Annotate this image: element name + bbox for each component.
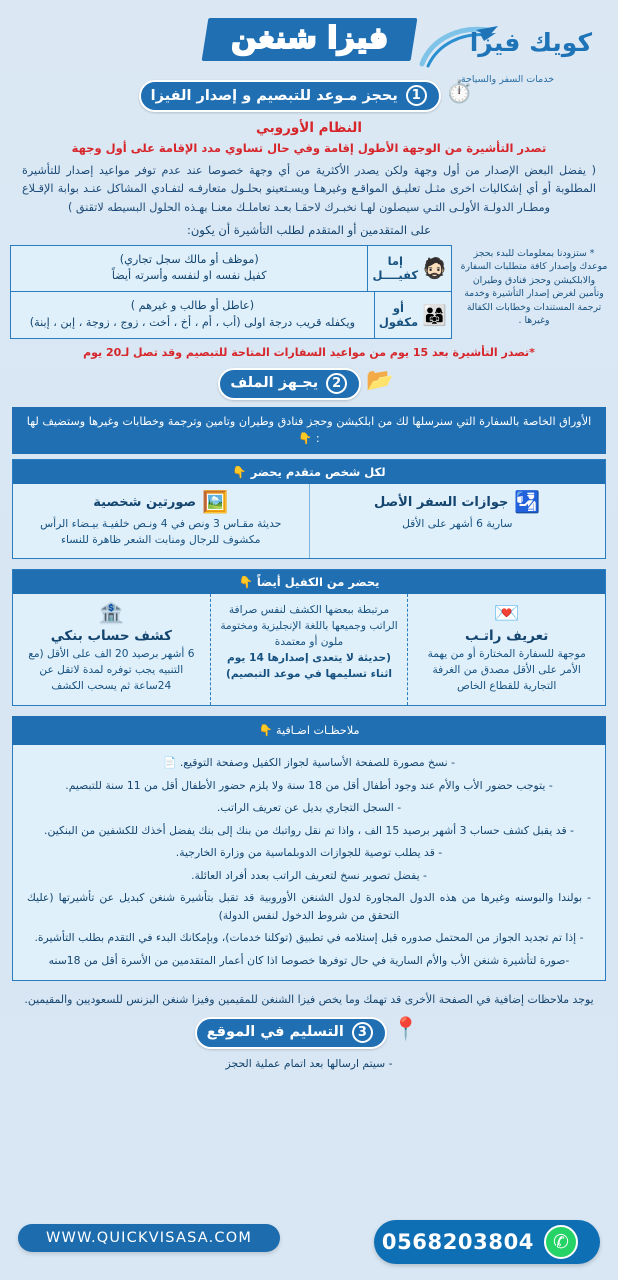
step-3-label: التسليم في الموقع <box>206 1024 344 1041</box>
documents-intro-bar: الأوراق الخاصة بالسفارة التي سنرسلها لك من ابلكيشن وحجز فنادق وطيران وتامين وترجمة وخطابات وغيرها وستضيف لها : 👇 <box>12 407 606 454</box>
title-text: فيزا شنغن <box>230 21 388 56</box>
step-3-number: 3 <box>352 1022 373 1043</box>
note-item: - يفضل تصوير نسخ لتعريف الراتب بعدد أفراد العائلة. <box>191 868 427 882</box>
logo-wordmark: كويك فيزا <box>469 28 592 57</box>
row-line-1: (موظف أو مالك سجل تجاري) <box>119 252 259 266</box>
eu-paragraph: ( يفضل البعض الإصدار من أول وجهة ولكن يصدر الأكثرية من أي وجهة خصوصا عند عدم توفر مواعيد إصدار للتأشيرة المطلوبة أو أي إشكاليات اخرى مثـل تعليـق المواقـع وغيرهـا ويسـتعينو بحلـول متعارفـه لتفـادي المشاكل عنـد بوابة الإقـلاع ومطـار الدولـة الأولـى التـي سيصلون لهـا نخبـرك لاحقـا بعـد تعاملـك معنـا بهـذه الحلول البسيطه لاتقنق ) <box>22 164 596 214</box>
visa-issue-red-note: *تصدر التأشيرة بعد 15 يوم من مواعيد السفارات المتاحة للتبصيم وقد تصل لـ20 يوم <box>83 345 535 359</box>
step-1-pill <box>139 80 441 112</box>
step-1-number: 1 <box>406 85 427 106</box>
requirement-title: صورتين شخصية <box>93 494 197 510</box>
note-item: - يتوجب حضور الأب والأم عند وجود أطفال أقل من 18 سنة ولا يلزم حضور الأطفال أقل من 11 سنة للتبصيم. <box>65 778 553 792</box>
photo-id-icon: 🖼️ <box>202 489 229 514</box>
map-pin-icon: 📍 <box>391 1016 420 1042</box>
header <box>0 0 618 118</box>
sponsor-item-title: تعريف راتـب <box>465 628 549 645</box>
title-band <box>201 18 417 61</box>
applicant-table-zone <box>0 237 618 339</box>
logo-subtitle: خدمات السفر والسياحة <box>460 74 555 85</box>
requirement-photos <box>13 484 310 559</box>
sponsor-item-body: موجهة للسفارة المختارة أو من يهمة الأمر على الأقل مصدق من الغرفة التجارية للقطاع الخاص <box>427 648 586 692</box>
notes-box <box>12 745 606 981</box>
sponsor-salary-certificate <box>408 594 605 705</box>
table-row <box>11 291 451 338</box>
sponsor-item-body: 6 أشهر برصيد 20 الف على الأقل (مع التنبيه يجب توفره لمدة لاتقل عن 24ساعة ثم يسحب الكشف <box>28 648 195 692</box>
family-icon: 👨‍👩‍👧 <box>422 303 447 328</box>
sponsor-panel <box>12 569 606 706</box>
per-applicant-panel <box>12 459 606 560</box>
stopwatch-icon: ⏱️ <box>445 80 474 105</box>
note-item: - نسخ مصورة للصفحة الأساسية لجواز الكفيل وصفحة التوقيع. 📄 <box>163 756 455 770</box>
sponsor-columns <box>13 594 605 705</box>
note-item: -صورة لتأشيرة شنغن الأب والأم السارية في حال توفرها خصوصا اذا كان أعمار المتقدمين من الأسرة أقل من 18سنه <box>48 953 570 967</box>
sponsor-middle-body: مرتبطة ببعضها الكشف لنفس صرافة الراتب وجميعها باللغة الإنجليزية ومختومة ملون أو معتمدة <box>220 604 398 649</box>
per-applicant-panel-head: لكل شخص متقدم يحضر 👇 <box>13 460 605 484</box>
row-content-dependent <box>11 292 374 338</box>
table-row <box>11 246 451 292</box>
row-line-2: كفيل نفسه او لنفسه وأسرته أيضاً <box>111 269 267 283</box>
requirement-body: سارية 6 أشهر على الأقل <box>402 516 513 530</box>
footer <box>0 1214 618 1266</box>
requirement-passport <box>310 484 606 559</box>
whatsapp-number: 0568203804 <box>381 1230 534 1254</box>
step-2-row <box>0 368 618 400</box>
applicant-lead-in: على المتقدمين أو المتقدم لطلب التأشيرة أن يكون: <box>186 222 432 237</box>
note-item: - قد يطلب توصية للجوازات الدوبلماسية من وزارة الخارجية. <box>175 846 443 860</box>
sponsor-bank-statement <box>13 594 211 705</box>
step-3-pill <box>195 1017 387 1049</box>
applicant-table <box>10 245 452 339</box>
eu-system-title: النظام الأوروبي <box>256 120 362 136</box>
whatsapp-contact[interactable] <box>374 1220 600 1264</box>
step-2-label: يجـهز الملف <box>230 375 319 392</box>
passport-icon: 🛂 <box>514 489 541 514</box>
row-label-text: إما كفيــــل <box>372 254 419 283</box>
note-item: - السجل التجاري بديل عن تعريف الراتب. <box>216 801 402 815</box>
step-2-number: 2 <box>326 373 347 394</box>
row-content-sponsor <box>11 246 367 292</box>
eu-system-subtitle: تصدر التأشيرة من الوجهة الأطول إقامة وفي حال تساوي مدد الإقامة على أول وجهة <box>71 141 547 155</box>
per-applicant-columns <box>13 484 605 559</box>
requirement-title: جوازات السفر الأصل <box>374 494 509 510</box>
note-item: - إذا تم تجديد الجواز من المحتمل صدوره قبل إستلامه في تطبيق (توكلنا خدمات)، وبإمكانك البدء في التقدم بطلب التأشيرة. <box>34 931 584 945</box>
notes-header-bar: ملاحظـات اضـافية 👇 <box>12 716 606 745</box>
requirement-title-row <box>320 489 596 514</box>
step-1-row <box>0 80 618 112</box>
sponsor-middle-note <box>211 594 409 705</box>
row-label-sponsor <box>367 246 451 292</box>
row-label-dependent <box>374 292 451 338</box>
whatsapp-icon: ✆ <box>544 1225 578 1259</box>
step-3-row <box>0 1017 618 1049</box>
row-line-2: ويكفله قريب درجة اولى (أب ، أم ، أخ ، أخت ، زوج ، زوجة ، إبن ، إبنة) <box>29 316 356 330</box>
money-envelope-icon: 💌 <box>493 601 520 626</box>
website-link[interactable]: WWW.QUICKVISASA.COM <box>18 1224 280 1252</box>
side-note: * ستزودنا بمعلومات للبدء بحجز موعدك وإصدار كافة متطلبات السفارة والابلكيشن وحجز فنادق وطيران وتأمين لغرض إصدار التأشيرة وخدمة ترجمة المستندات وخطابات الكفالة وغيرها . <box>460 247 608 327</box>
sponsor-panel-head: يحضر من الكفيل أيضاً 👇 <box>13 570 605 594</box>
delivery-note: - سيتم ارسالها بعد اتمام عملية الحجز <box>225 1056 393 1070</box>
page-title <box>0 18 618 61</box>
requirement-body: حديثة مقـاس 3 ونص في 4 ونـص خلفيـة بيـضاء الرأس مكشوف للرجال ومنابت الشعر ظاهرة للنساء <box>40 516 282 546</box>
intro-section <box>0 120 618 237</box>
step-1-label: يحجز مـوعد للتبصيم و إصدار الفيزا <box>150 87 398 104</box>
step-2-pill <box>218 368 361 400</box>
row-line-1: (عاطل أو طالب و غيرهم ) <box>130 299 255 313</box>
man-thobe-icon: 🧔🏻 <box>422 256 447 281</box>
note-item: - قد يقبل كشف حساب 3 أشهر برصيد 15 الف ، واذا تم نقل رواتبك من بنك إلى بنك يفضل أخذك للكشفين من البنكين. <box>44 823 574 837</box>
sponsor-middle-red-note: (حديثة لا يتعدى إصدارها 14 يوم اثناء تسليمها في موعد التبصيم) <box>226 652 392 681</box>
row-label-text: أو مكفول <box>378 300 419 330</box>
closing-note: يوجد ملاحظات إضافية في الصفحة الأخرى قد تهمك وما يخص فيزا الشنغن للمقيمين وفيزا شنغن البزنس للسعوديين والمقيمين. <box>24 993 594 1007</box>
bank-statement-icon: 🏦 <box>98 601 125 626</box>
requirement-title-row <box>23 489 299 514</box>
note-item: - بولندا والبوسنه وغيرها من هذه الدول المجاورة لدول الشنغن الأوروبية قد تقبل بتأشيرة شنغن كبديل عن تأشيرتها (عليك التحقق من شروط الدخول لنفس الدولة) <box>27 891 591 922</box>
sponsor-item-title: كشف حساب بنكي <box>50 628 172 645</box>
folder-icon: 📂 <box>366 367 394 393</box>
